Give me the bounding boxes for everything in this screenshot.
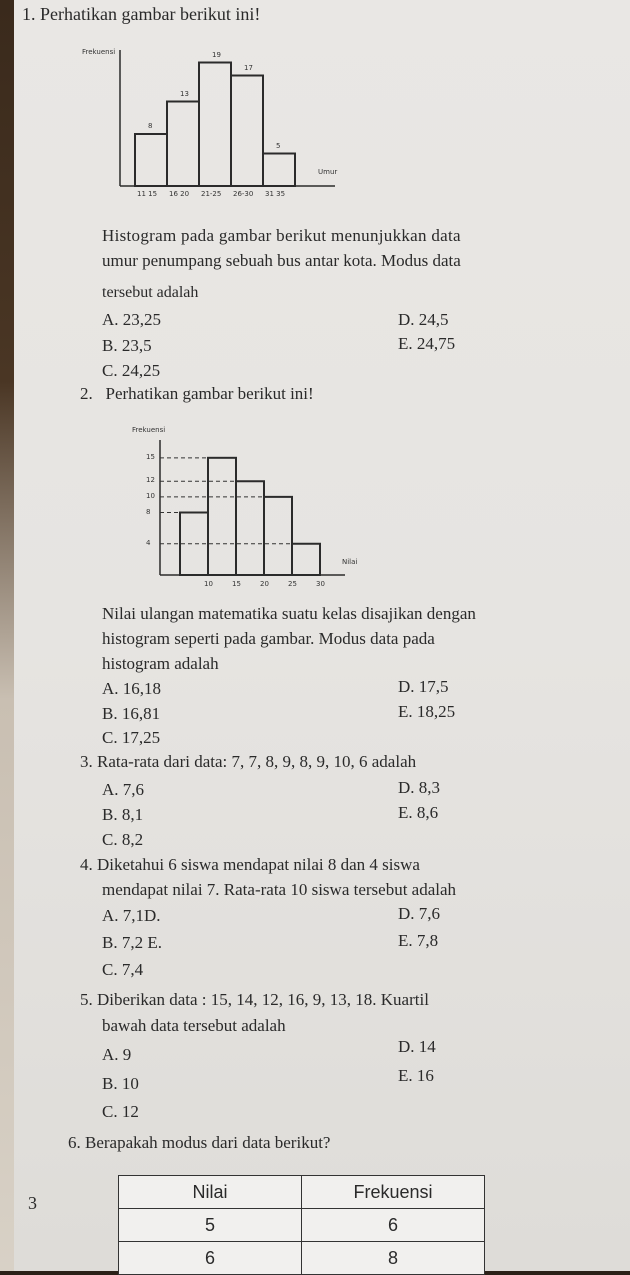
q1-value-label: 5 (276, 141, 281, 150)
frequency-table (118, 1175, 485, 1275)
q1-text-line3: tersebut adalah (102, 284, 199, 301)
q1-bar-26-30 (231, 76, 263, 187)
margin-number: 3 (28, 1193, 37, 1213)
q1-x-label: Umur (318, 168, 338, 176)
q1-histogram-svg (80, 40, 350, 215)
q5-option-c[interactable]: C. 12 (102, 1102, 139, 1121)
q1-option-e[interactable]: E. 24,75 (398, 334, 456, 353)
q1-option-b[interactable]: B. 23,5 (102, 336, 152, 355)
q2-y-tick: 15 (146, 452, 155, 461)
table-cell: 8 (302, 1242, 485, 1275)
q2-text-line3: histogram adalah (102, 654, 219, 673)
q2-y-label: Frekuensi (132, 426, 166, 434)
q5-text-line1: 5. Diberikan data : 15, 14, 12, 16, 9, 13, 18. Kuartil (80, 990, 429, 1009)
q4-option-b[interactable]: B. 7,2 E. (102, 933, 162, 952)
q5-option-d[interactable]: D. 14 (398, 1037, 436, 1056)
table-row (119, 1209, 485, 1242)
q2-y-tick: 4 (146, 538, 151, 547)
q4-option-e[interactable]: E. 7,8 (398, 931, 439, 950)
q5-option-e[interactable]: E. 16 (398, 1066, 434, 1085)
q2-histogram-svg (120, 420, 360, 590)
q3-option-a[interactable]: A. 7,6 (102, 780, 145, 799)
q2-x-tick: 20 (260, 580, 269, 588)
q2-y-tick: 10 (146, 491, 155, 500)
q2-x-label: Nilai (342, 558, 358, 566)
table-header-frekuensi: Frekuensi (302, 1176, 485, 1209)
q1-text-line1: Histogram pada gambar berikut menunjukkan data (102, 226, 461, 245)
q1-value-label: 17 (244, 63, 253, 72)
q1-tick-label: 26-30 (233, 190, 254, 198)
q1-tick-label: 16 20 (169, 190, 190, 198)
table-cell: 6 (119, 1242, 302, 1275)
q1-bar-21-25 (199, 63, 231, 187)
q2-option-c[interactable]: C. 17,25 (102, 728, 161, 747)
q2-bar-30-35 (292, 544, 320, 575)
q2-header: 2. Perhatikan gambar berikut ini! (80, 384, 314, 403)
q1-value-label: 13 (180, 89, 189, 98)
q1-value-label: 19 (212, 50, 221, 59)
q2-y-tick: 8 (146, 507, 151, 516)
q2-x-tick: 30 (316, 580, 325, 588)
q1-tick-label: 21-25 (201, 190, 222, 198)
q4-text-line2: mendapat nilai 7. Rata-rata 10 siswa tersebut adalah (102, 880, 457, 899)
q2-option-a[interactable]: A. 16,18 (102, 679, 162, 698)
q2-option-b[interactable]: B. 16,81 (102, 704, 161, 723)
q4-option-c[interactable]: C. 7,4 (102, 960, 144, 979)
q1-bar-31-35 (263, 154, 295, 187)
q4-text-line1: 4. Diketahui 6 siswa mendapat nilai 8 dan 4 siswa (80, 855, 420, 874)
q4-option-a[interactable]: A. 7,1D. (102, 906, 161, 925)
q2-histogram (120, 420, 360, 590)
q4-option-d[interactable]: D. 7,6 (398, 904, 441, 923)
q1-header: 1. Perhatikan gambar berikut ini! (22, 4, 261, 24)
q1-option-d[interactable]: D. 24,5 (398, 310, 449, 329)
q3-option-c[interactable]: C. 8,2 (102, 830, 144, 849)
q5-text-line2: bawah data tersebut adalah (102, 1016, 286, 1035)
q2-x-tick: 25 (288, 580, 297, 588)
q5-option-b[interactable]: B. 10 (102, 1074, 139, 1093)
q1-text-line2: umur penumpang sebuah bus antar kota. Modus data (102, 251, 461, 270)
q1-option-a[interactable]: A. 23,25 (102, 310, 162, 329)
q2-text-line2: histogram seperti pada gambar. Modus data pada (102, 629, 435, 648)
q1-y-label: Frekuensi (82, 48, 116, 56)
q2-text-line1: Nilai ulangan matematika suatu kelas disajikan dengan (102, 604, 476, 623)
table-header-nilai: Nilai (119, 1176, 302, 1209)
q1-histogram (80, 40, 350, 215)
q2-option-e[interactable]: E. 18,25 (398, 702, 456, 721)
q5-option-a[interactable]: A. 9 (102, 1045, 132, 1064)
q3-option-e[interactable]: E. 8,6 (398, 803, 439, 822)
q2-x-tick: 15 (232, 580, 241, 588)
q1-bar-11-15 (135, 134, 167, 186)
q1-bar-16-20 (167, 102, 199, 187)
q2-bar-15-20 (208, 458, 236, 575)
table-row (119, 1242, 485, 1275)
table-cell: 5 (119, 1209, 302, 1242)
q1-option-c[interactable]: C. 24,25 (102, 361, 161, 380)
q6-text: 6. Berapakah modus dari data berikut? (68, 1133, 331, 1152)
q3-option-d[interactable]: D. 8,3 (398, 778, 441, 797)
q2-bar-25-30 (264, 497, 292, 575)
q2-y-tick: 12 (146, 476, 155, 485)
q3-option-b[interactable]: B. 8,1 (102, 805, 144, 824)
q2-x-tick: 10 (204, 580, 213, 588)
table-header-row (119, 1176, 485, 1209)
q2-bar-20-25 (236, 481, 264, 575)
q2-option-d[interactable]: D. 17,5 (398, 677, 449, 696)
table-cell: 6 (302, 1209, 485, 1242)
q1-tick-label: 31 35 (265, 190, 286, 198)
q1-tick-label: 11 15 (137, 190, 158, 198)
q1-value-label: 8 (148, 122, 153, 130)
q3-text: 3. Rata-rata dari data: 7, 7, 8, 9, 8, 9, 10, 6 adalah (80, 752, 417, 771)
